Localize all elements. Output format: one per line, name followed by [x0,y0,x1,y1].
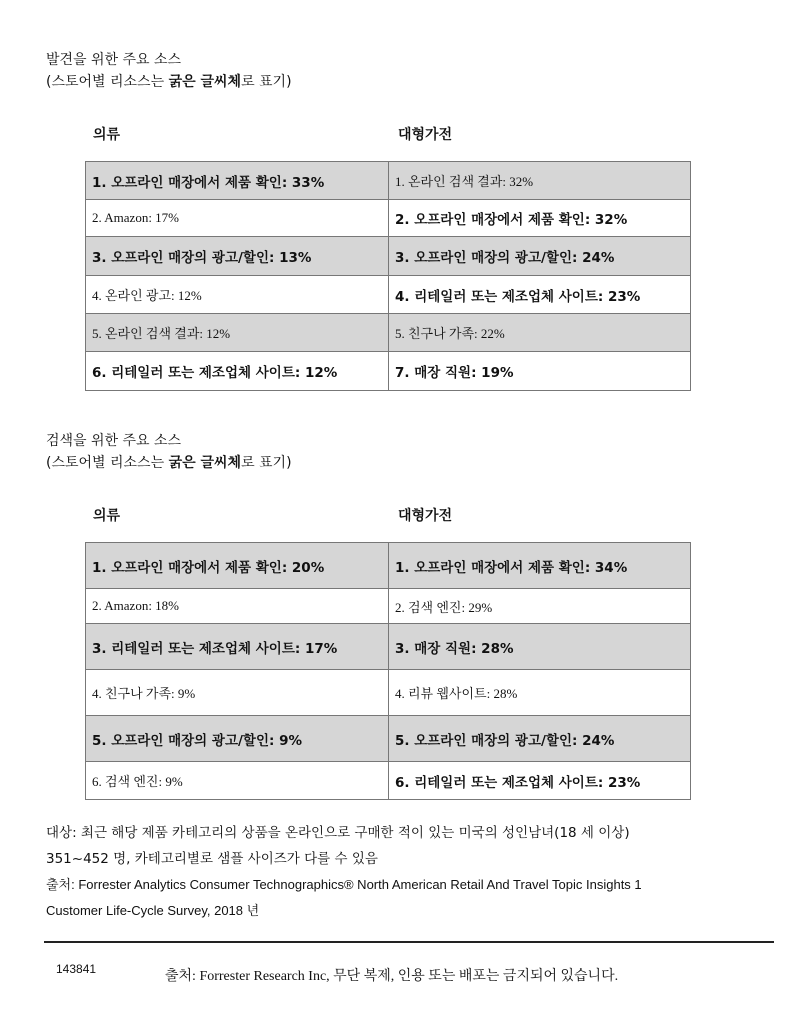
appliances-cell: 2. 검색 엔진: 29% [389,589,691,624]
appliances-cell: 1. 온라인 검색 결과: 32% [389,162,691,200]
discovery-subtitle: (스토어별 리소스는 굵은 글씨체로 표기) [46,74,292,90]
table-row [86,314,691,352]
table-row [86,276,691,314]
apparel-cell: 5. 온라인 검색 결과: 12% [86,314,389,352]
search-subtitle: (스토어별 리소스는 굵은 글씨체로 표기) [46,455,292,471]
discovery-apparel-header: 의류 [93,127,121,143]
apparel-cell: 6. 검색 엔진: 9% [86,762,389,800]
table-row [86,200,691,237]
apparel-cell: 3. 리테일러 또는 제조업체 사이트: 17% [86,624,389,670]
discovery-appliances-header: 대형가전 [398,127,453,143]
discovery-table [85,161,691,391]
search-table [85,542,691,800]
apparel-cell: 5. 오프라인 매장의 광고/할인: 9% [86,716,389,762]
table-row [86,162,691,200]
footer-divider [44,941,774,943]
appliances-cell: 2. 오프라인 매장에서 제품 확인: 32% [389,200,691,237]
discovery-title: 발견을 위한 주요 소스 (스토어별 리소스는 굵은 글씨체로 표기) [46,49,292,93]
source-note-line2: Customer Life-Cycle Survey, 2018 년 [46,903,260,918]
document-id: 143841 [56,962,97,976]
appliances-cell: 4. 리테일러 또는 제조업체 사이트: 23% [389,276,691,314]
source-note-line1: 출처: Forrester Analytics Consumer Technographics® North American Retail And Travel Topic Insights 1 [46,877,642,892]
appliances-cell: 4. 리뷰 웹사이트: 28% [389,670,691,716]
appliances-cell: 5. 오프라인 매장의 광고/할인: 24% [389,716,691,762]
appliances-cell: 5. 친구나 가족: 22% [389,314,691,352]
table-row [86,762,691,800]
apparel-cell: 3. 오프라인 매장의 광고/할인: 13% [86,237,389,276]
apparel-cell: 1. 오프라인 매장에서 제품 확인: 20% [86,543,389,589]
search-appliances-header: 대형가전 [398,508,453,524]
audience-note: 대상: 최근 해당 제품 카테고리의 상품을 온라인으로 구매한 적이 있는 미국의 성인남녀(18 세 이상) [46,825,630,841]
table-row [86,716,691,762]
appliances-cell: 7. 매장 직원: 19% [389,352,691,391]
apparel-cell: 6. 리테일러 또는 제조업체 사이트: 12% [86,352,389,391]
apparel-cell: 1. 오프라인 매장에서 제품 확인: 33% [86,162,389,200]
appliances-cell: 6. 리테일러 또는 제조업체 사이트: 23% [389,762,691,800]
copyright-notice: 출처: Forrester Research Inc, 무단 복제, 인용 또는 배포는 금지되어 있습니다. [165,969,619,984]
table-row [86,589,691,624]
apparel-cell: 2. Amazon: 17% [86,200,389,237]
search-title: 검색을 위한 주요 소스 (스토어별 리소스는 굵은 글씨체로 표기) [46,430,292,474]
table-row [86,670,691,716]
table-row [86,352,691,391]
notes [46,820,776,924]
appliances-cell: 3. 오프라인 매장의 광고/할인: 24% [389,237,691,276]
apparel-cell: 4. 친구나 가족: 9% [86,670,389,716]
table-row [86,624,691,670]
search-apparel-header: 의류 [93,508,121,524]
table-row [86,237,691,276]
appliances-cell: 1. 오프라인 매장에서 제품 확인: 34% [389,543,691,589]
apparel-cell: 2. Amazon: 18% [86,589,389,624]
apparel-cell: 4. 온라인 광고: 12% [86,276,389,314]
appliances-cell: 3. 매장 직원: 28% [389,624,691,670]
sample-note: 351~452 명, 카테고리별로 샘플 사이즈가 다를 수 있음 [46,851,378,867]
table-row [86,543,691,589]
